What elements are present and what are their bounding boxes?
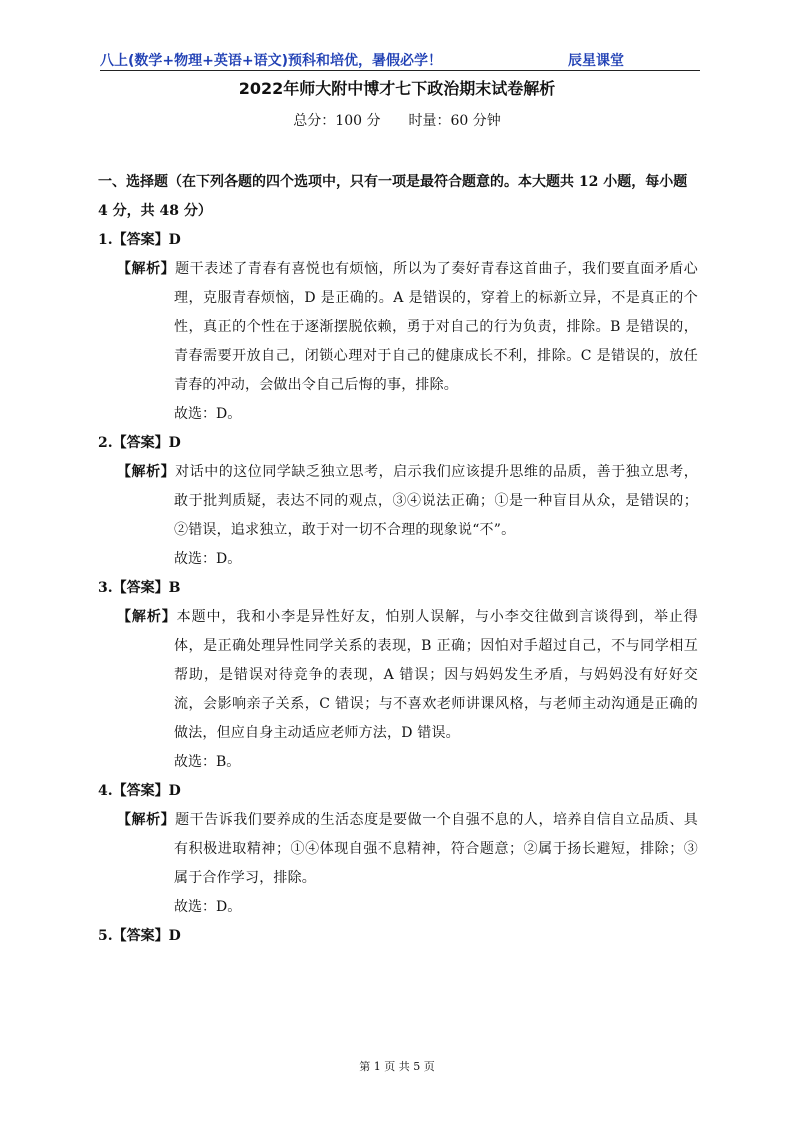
header-banner [100, 48, 700, 71]
analysis-paragraph [98, 806, 698, 893]
question-3 [98, 574, 698, 777]
brand-name: 辰星课堂 [568, 53, 624, 69]
time-limit: 时量：60 分钟 [408, 113, 501, 129]
main-content [98, 168, 698, 951]
analysis-tag: 【解析】 [117, 464, 176, 480]
exam-meta [0, 110, 794, 130]
answer-heading: 5.【答案】D [98, 928, 181, 944]
answer-heading: 3.【答案】B [98, 580, 181, 596]
analysis-text: 题干表述了青春有喜悦也有烦恼，所以为了奏好青春这首曲子，我们要直面矛盾心理，克服青春烦恼，D 是正确的。A 是错误的，穿着上的标新立异，不是真正的个性，真正的个性在于逐渐摆脱依赖，勇于对自己的行为负责，排除。B 是错误的，青春需要开放自己，闭锁心理对于自己的健康成长不利，排除。C 是错误的，放任青春的冲动，会做出令自己后悔的事，排除。 [174, 261, 698, 393]
promo-text: 八上(数学+物理+英语+语文)预科和培优，暑假必学！ [100, 53, 442, 69]
question-4 [98, 777, 698, 922]
question-2 [98, 429, 698, 574]
choice-line: 故选：D。 [174, 899, 242, 915]
answer-heading: 2.【答案】D [98, 435, 181, 451]
answer-heading: 4.【答案】D [98, 783, 181, 799]
analysis-text: 对话中的这位同学缺乏独立思考，启示我们应该提升思维的品质，善于独立思考，敢于批判质疑，表达不同的观点，③④说法正确；①是一种盲目从众，是错误的；②错误，追求独立，敢于对一切不合理的现象说“不”。 [174, 464, 698, 538]
choice-line: 故选：D。 [174, 551, 242, 567]
analysis-text: 题干告诉我们要养成的生活态度是要做一个自强不息的人，培养自信自立品质、具有积极进取精神；①④体现自强不息精神，符合题意；②属于扬长避短，排除；③属于合作学习，排除。 [174, 812, 698, 886]
analysis-tag: 【解析】 [117, 261, 176, 277]
page-footer: 第 1 页 共 5 页 [359, 1060, 435, 1073]
analysis-tag: 【解析】 [117, 609, 177, 625]
analysis-paragraph [98, 603, 698, 748]
analysis-text: 本题中，我和小李是异性好友，怕别人误解，与小李交往做到言谈得到，举止得体，是正确处理异性同学关系的表现，B 正确；因怕对手超过自己，不与同学相互帮助，是错误对待竞争的表现，A 错误；因与妈妈发生矛盾，与妈妈没有好好交流，会影响亲子关系，C 错误；与不喜欢老师讲课风格，与老师主动沟通是正确的做法，但应自身主动适应老师方法，D 错误。 [174, 609, 698, 741]
choice-line: 故选：D。 [174, 406, 242, 422]
choice-line: 故选：B。 [174, 754, 241, 770]
question-1 [98, 226, 698, 429]
question-5 [98, 922, 698, 951]
section-heading: 一、选择题（在下列各题的四个选项中，只有一项是最符合题意的。本大题共 12 小题，每小题 4 分，共 48 分） [98, 174, 688, 219]
total-score: 总分：100 分 [293, 113, 381, 129]
answer-heading: 1.【答案】D [98, 232, 181, 248]
analysis-paragraph [98, 255, 698, 400]
analysis-paragraph [98, 458, 698, 545]
document-title: 2022年师大附中博才七下政治期末试卷解析 [238, 79, 556, 98]
analysis-tag: 【解析】 [117, 812, 176, 828]
